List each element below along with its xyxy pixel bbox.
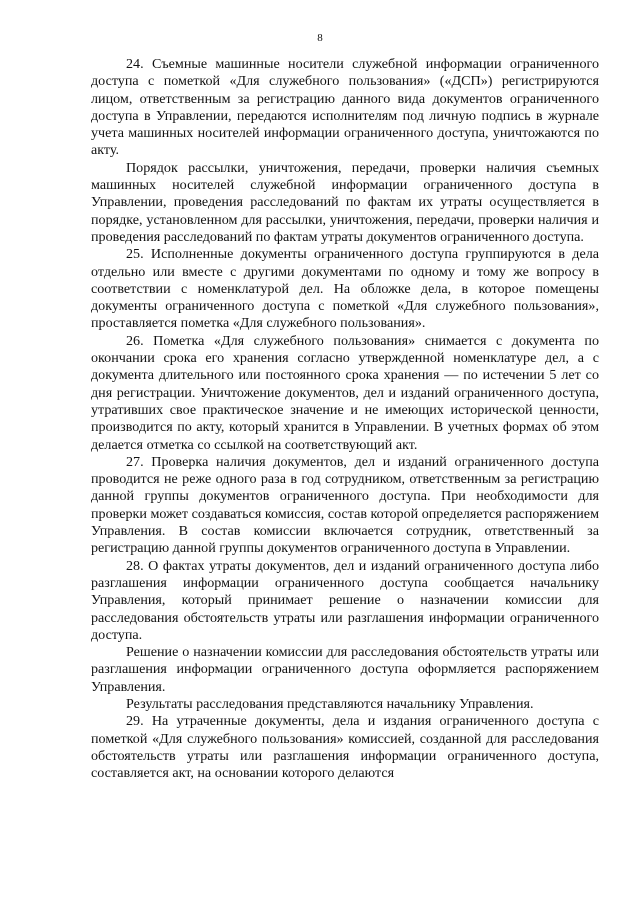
paragraph-26: 26. Пометка «Для служебного пользования» снимается с документа по окончании срока его хранения согласно утвержденной номенклатуре дел, а с документа длительного или постоянного срока хранения — по истечении 5 лет со дня регистрации. Уничтожение документов, дел и изданий ограниченного доступа, утративших свое практическое значение и не имеющих исторической ценности, производится по акту, который хранится в Управлении. В учетных формах об этом делается отметка со ссылкой на соответствующий акт. — [91, 332, 599, 453]
document-body — [91, 56, 599, 782]
paragraph-29: 29. На утраченные документы, дела и издания ограниченного доступа с пометкой «Для служебного пользования» комиссией, созданной для расследования обстоятельств утраты или разглашения информации ограниченного доступа, составляется акт, на основании которого делаются — [91, 713, 599, 782]
paragraph-28-decision: Решение о назначении комиссии для расследования обстоятельств утраты или разглашения информации ограниченного доступа оформляется распоряжением Управления. — [91, 644, 599, 695]
paragraph-28: 28. О фактах утраты документов, дел и изданий ограниченного доступа либо разглашения информации ограниченного доступа сообщается начальнику Управления, который принимает решение о назначении комиссии для расследования обстоятельств утраты или разглашения информации ограниченного доступа. — [91, 557, 599, 643]
paragraph-27: 27. Проверка наличия документов, дел и изданий ограниченного доступа проводится не реже одного раза в год сотрудником, ответственным за регистрацию данной группы документов ограниченного доступа. При необходимости для проверки может создаваться комиссия, состав которой определяется распоряжением Управления. В состав комиссии включается сотрудник, ответственный за регистрацию данной группы документов ограниченного доступа в Управлении. — [91, 453, 599, 557]
paragraph-24: 24. Съемные машинные носители служебной информации ограниченного доступа с пометкой «Для служебного пользования» («ДСП») регистрируются лицом, ответственным за регистрацию данного вида документов ограниченного доступа в Управлении, передаются исполнителям под личную подпись в журнале учета машинных носителей информации ограниченного доступа, уничтожаются по акту. — [91, 56, 599, 159]
paragraph-28-results: Результаты расследования представляются начальнику Управления. — [126, 695, 534, 712]
paragraph-24-procedure: Порядок рассылки, уничтожения, передачи, проверки наличия съемных машинных носителей служебной информации ограниченного доступа в Управлении, проведения расследований по фактам их утраты осуществляется в порядке, установленном для рассылки, уничтожения, передачи, проверки наличия и проведения расследований по фактам утраты документов ограниченного доступа. — [91, 159, 599, 245]
paragraph-25: 25. Исполненные документы ограниченного доступа группируются в дела отдельно или вместе с другими документами по одному и тому же вопросу в соответствии с номенклатурой дел. На обложке дела, в которое помещены документы ограниченного доступа с пометкой «Для служебного пользования», проставляется пометка «Для служебного пользования». — [91, 246, 599, 332]
page-number: 8 — [317, 32, 323, 44]
